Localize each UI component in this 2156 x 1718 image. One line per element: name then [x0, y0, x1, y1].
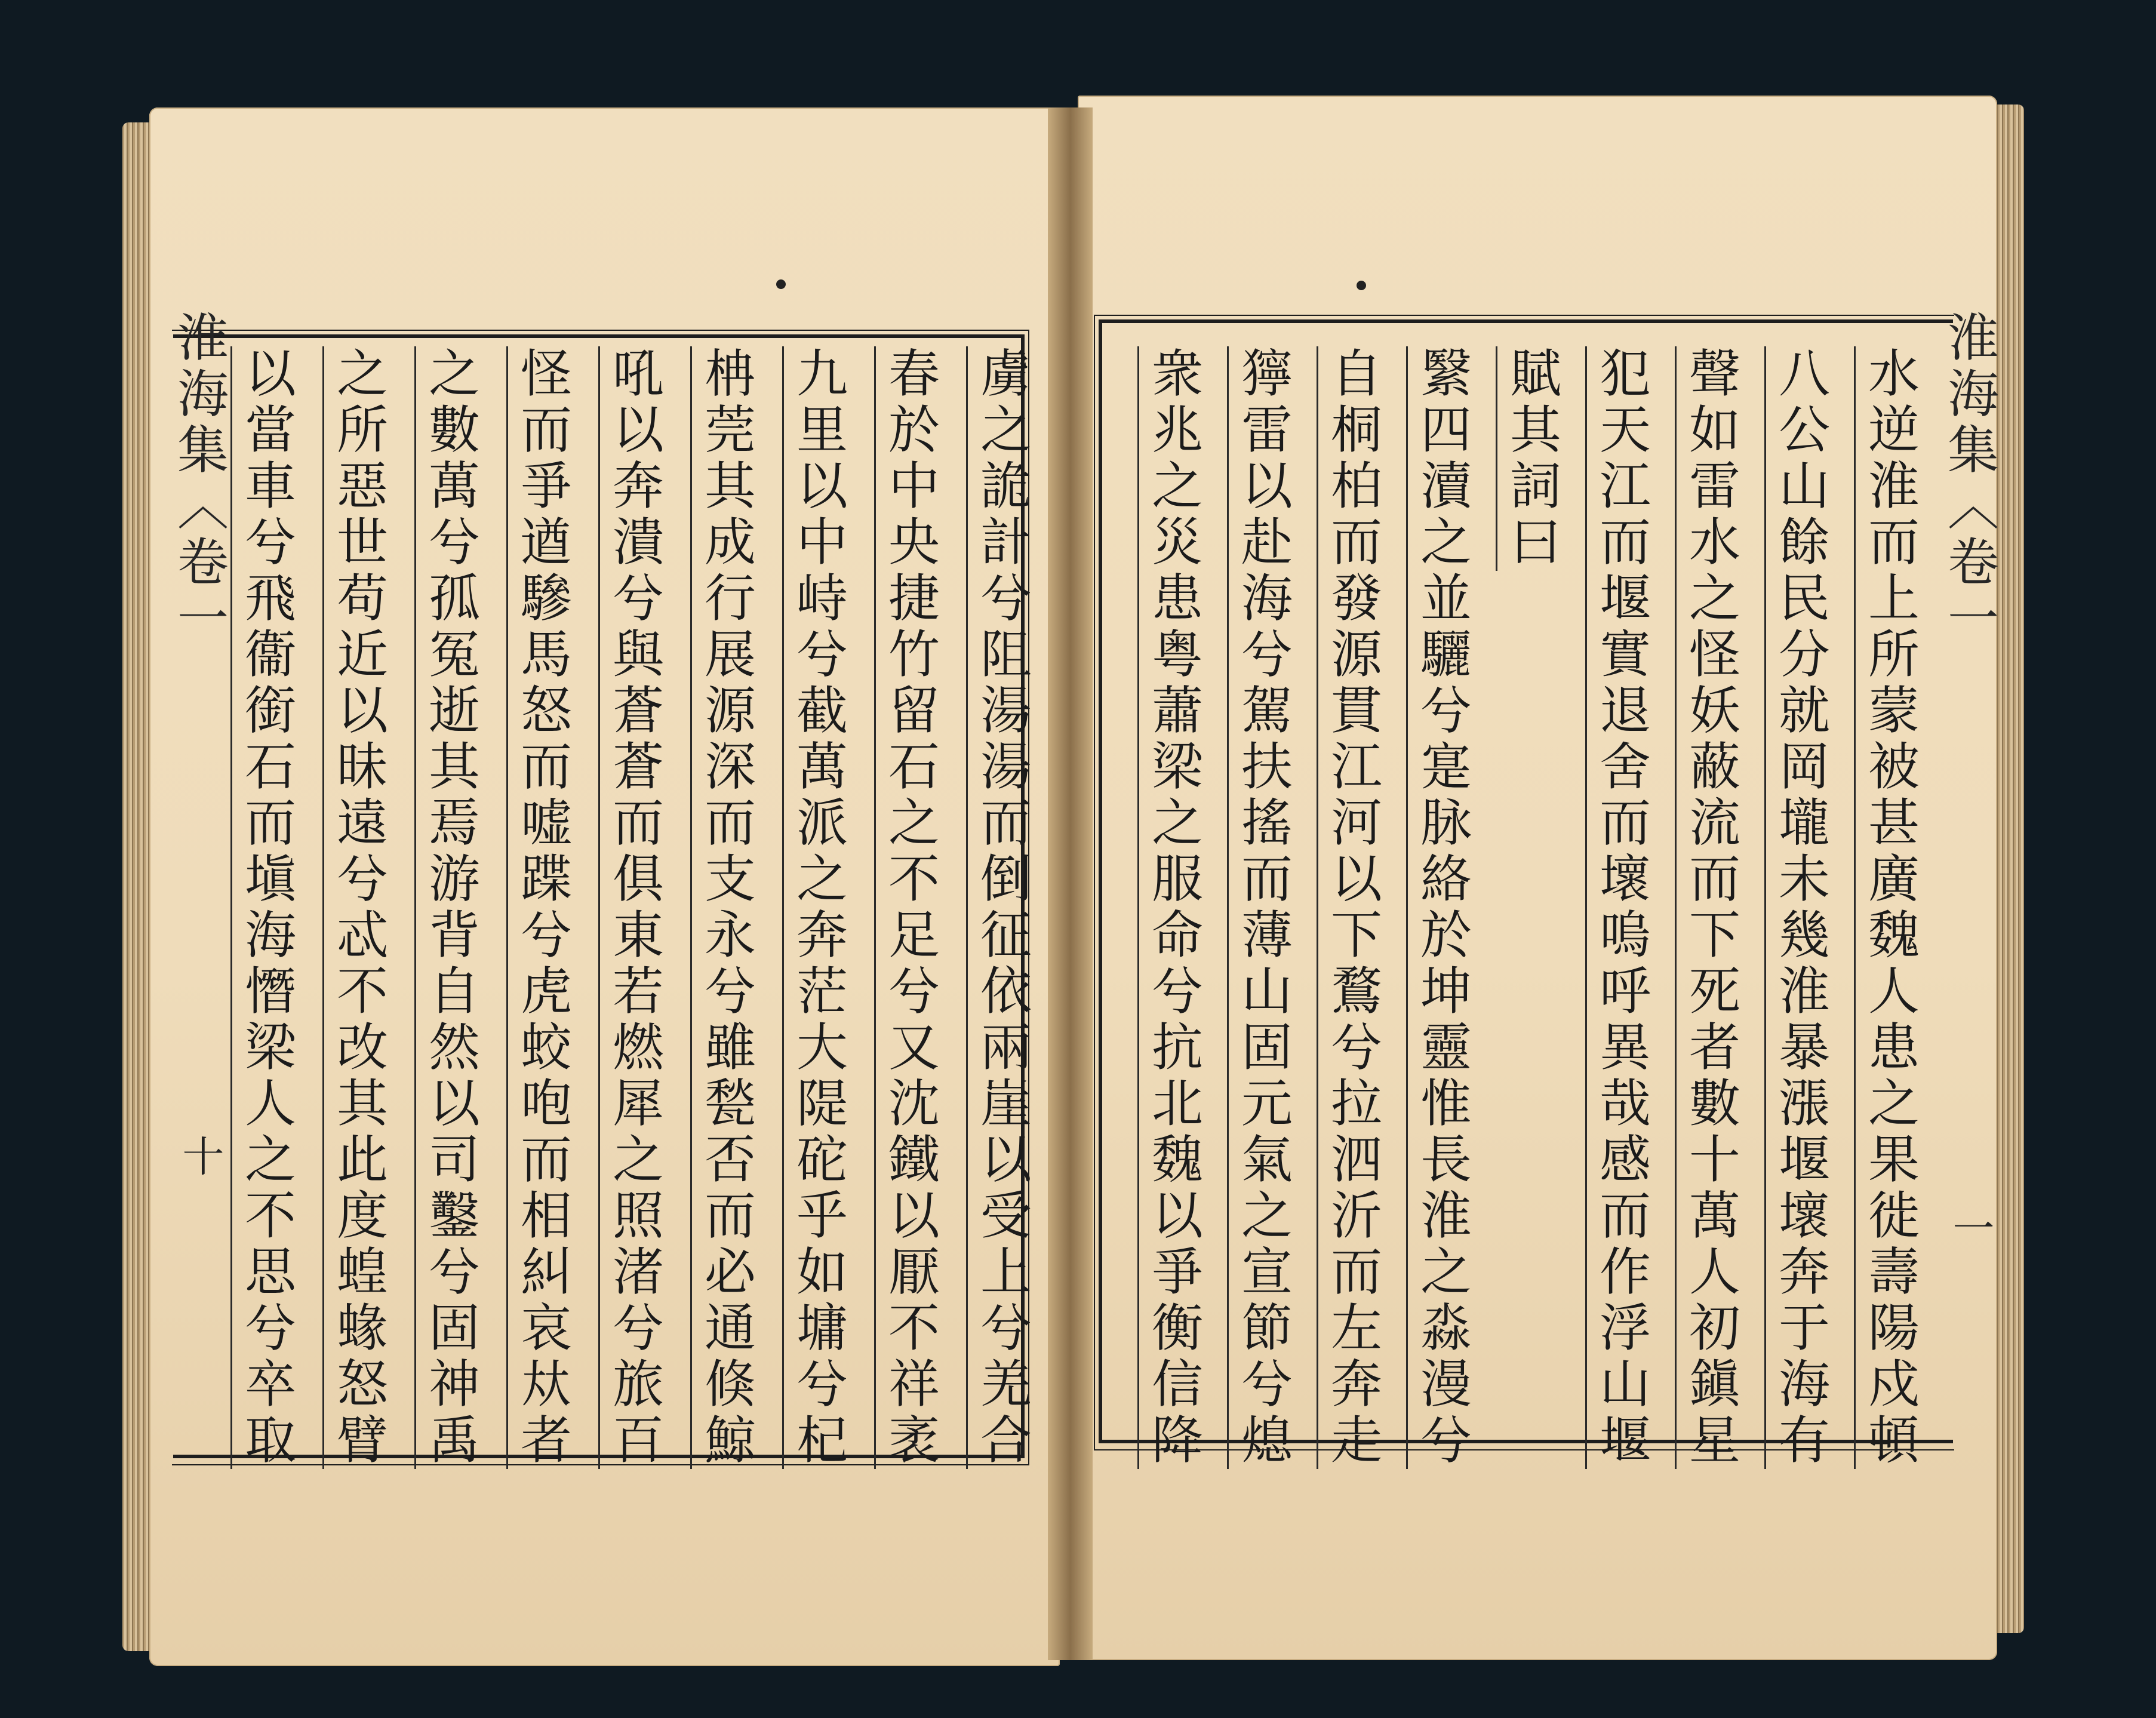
left-folio: 十 [176, 1135, 224, 1176]
right-column-1: 水逆淮而上所蒙被甚廣魏人患之果徙壽陽戍頓 [1854, 346, 1923, 1469]
left-column-9: 以當車兮飛衞銜石而塡海憯梁人之不思兮卒取 [230, 346, 299, 1469]
right-column-6: 繄四瀆之並驪兮寔脉絡於坤靈惟長淮之淼漫兮 [1406, 346, 1475, 1469]
right-folio: 一 [1946, 1206, 1995, 1248]
right-column-8: 獰雷以赴海兮駕扶搖而薄山固元氣之宣節兮熄 [1227, 346, 1296, 1469]
right-column-2: 八公山餘民分就岡壠未幾淮暴漲堰壞奔于海有 [1764, 346, 1833, 1469]
left-column-1: 虜之詭計兮阻湯湯而倒征依兩崖以受上兮羌合 [966, 346, 1035, 1469]
right-column-4: 犯天江而堰實退舍而壞嗚呼異哉感而作浮山堰 [1585, 346, 1654, 1469]
book-gutter [1048, 107, 1093, 1660]
left-column-5: 吼以奔潰兮與蒼蒼而俱東若燃犀之照渚兮旅百 [598, 346, 667, 1469]
ink-dot [1357, 281, 1366, 290]
left-column-3: 九里以中峙兮截萬派之奔茫大隄砣乎如墉兮杞 [782, 346, 851, 1469]
right-column-3: 聲如雷水之怪妖蔽流而下死者數十萬人初鎭星 [1675, 346, 1743, 1469]
right-column-7: 自桐柏而發源貫江河以下鶩兮拉泗沂而左奔走 [1317, 346, 1385, 1469]
ink-dot [776, 279, 786, 289]
right-column-9: 衆兆之災患粤蕭梁之服命兮抗北魏以爭衡信降 [1137, 346, 1206, 1469]
left-column-7: 之數萬兮孤冤逝其焉游背自然以司鑿兮固神禹 [414, 346, 483, 1469]
left-column-2: 春於中央捷竹留石之不足兮又沈鐵以厭不祥袤 [874, 346, 943, 1469]
left-column-4: 柟莞其成行展源深而支永兮雖甃否而必通倏鯨 [690, 346, 759, 1469]
left-margin-title: 淮海集〈卷一 [168, 311, 228, 647]
left-column-8: 之所惡世苟近以昧遠兮忒不改其此度蝗蝝怒臂 [322, 346, 391, 1469]
right-margin-title: 淮海集〈卷一 [1939, 311, 1998, 647]
right-column-5: 賦其詞曰 [1496, 346, 1564, 571]
left-column-6: 怪而爭遒驂馬怒而嘘蹀兮虎蛟咆而相糾哀夶者 [506, 346, 575, 1469]
